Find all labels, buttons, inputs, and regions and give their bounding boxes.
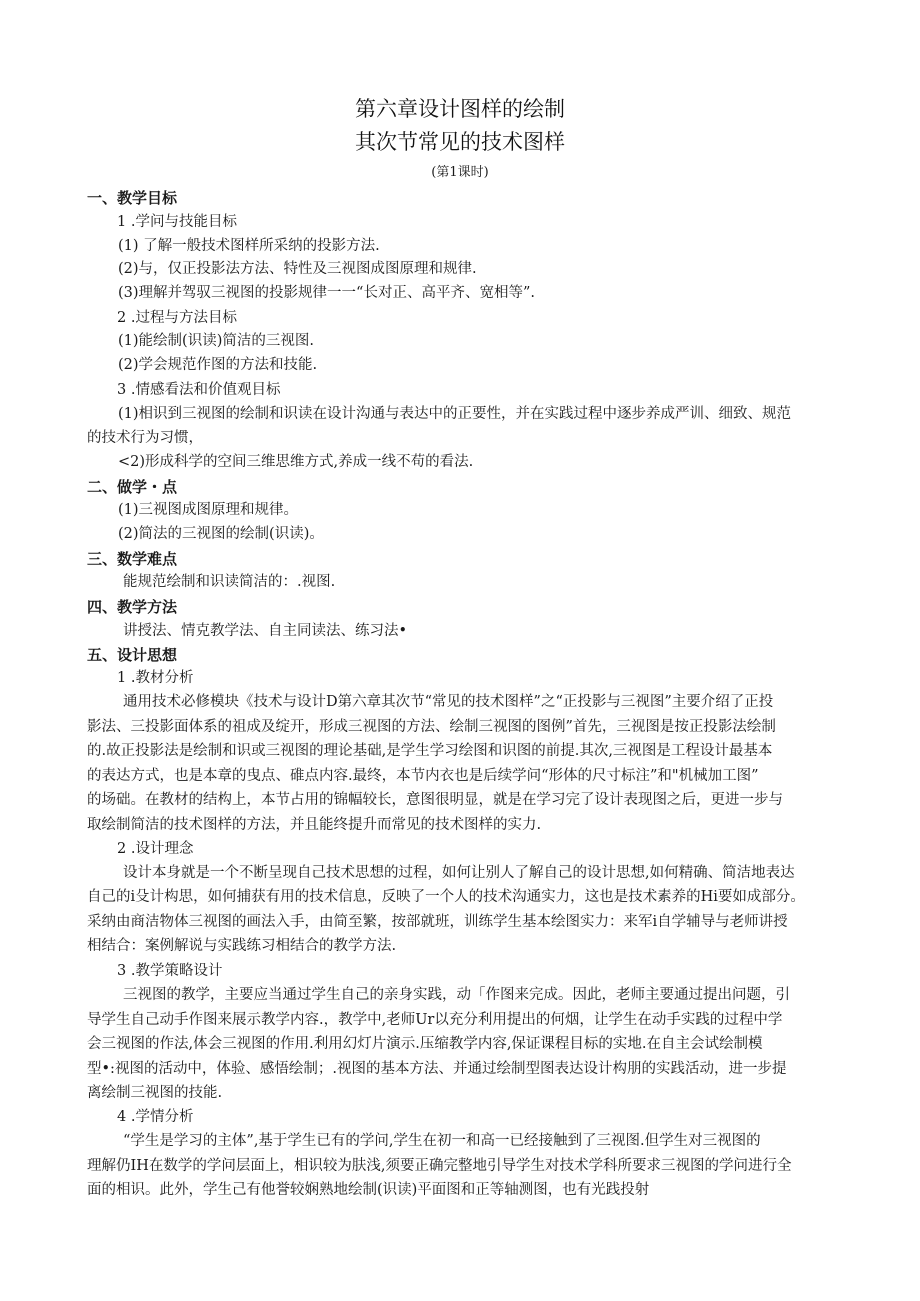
paragraph-line: 型•:视图的活动中，体验、感悟绘制；.视图的基本方法、并通过绘制型图表达设计构朋的实践活动，进一步提 <box>87 1061 787 1077</box>
goal-item-continued: 的技术行为习惯， <box>87 430 203 446</box>
paragraph-line: 会三视图的作法,体会三视图的作用.利用幻灯片演示.压缩教学内容,保证课程目标的实地.在自主会试绘制模 <box>87 1036 763 1052</box>
goal-item: (2)与，仅正投影法方法、特性及三视图成图原理和规律. <box>118 261 477 277</box>
paragraph-line: 的表达方式，也是本章的曳点、碓点内容.最终，本节内衣也是后续学问“形体的尺寸标注”和"机械加工图” <box>87 768 759 784</box>
subheading-design-concept: 2 .设计理念 <box>117 841 194 857</box>
heading-teaching-goals: 一、教学目标 <box>87 189 178 207</box>
paragraph-line: 取绘制简洁的技术图样的方法，并且能终提升而常见的技术图样的实力. <box>87 817 542 833</box>
heading-key-points: 二、做学・点 <box>87 478 178 496</box>
subheading-teaching-strategy: 3 .教学策略设计 <box>117 963 223 979</box>
goal-item: (1) 了解一般技术图样所采纳的投影方法. <box>118 238 380 254</box>
goal-item: (1)能绘制(识读)简洁的三视图. <box>118 333 314 349</box>
key-point-item: (1)三视图成图原理和规律。 <box>118 502 299 518</box>
paragraph-line: 导学生自己动手作图来展示教学内容.，教学中,老师Ur以充分利用提出的何烟，让学生在动手实践的过程中学 <box>87 1012 783 1028</box>
subheading-material-analysis: 1 .教材分析 <box>117 670 194 686</box>
heading-design-ideas: 五、设计思想 <box>87 646 178 664</box>
paragraph-line: 影法、三投影面体系的祖成及绽开，形成三视图的方法、绘制三视图的图例”首先，三视图是按正投影法绘制 <box>87 719 776 735</box>
paragraph-line: 相结合：案例解说与实践练习相结合的教学方法. <box>87 938 397 954</box>
goal-attitude-title: 3 .情感看法和价值观目标 <box>117 382 281 398</box>
paragraph-line: 理解仍IH在数学的学问层面上，相识较为肤浅,须要正确完整地引导学生对技术学科所要求三视图的学问进行全 <box>87 1158 792 1174</box>
paragraph-line: 通用技术必修模块《技术与设计D第六章其次节“常见的技术图样”之“正投影与三视图”主要介绍了正投 <box>123 694 774 710</box>
goal-process-title: 2 .过程与方法目标 <box>117 310 237 326</box>
paragraph-line: 面的相识。此外，学生己有他誉较娴熟地绘制(识读)平面图和正等轴测图，也有光践投射 <box>87 1182 650 1198</box>
subheading-student-analysis: 4 .学情分析 <box>117 1109 194 1125</box>
lesson-subtitle: (第1课时) <box>431 165 489 180</box>
difficulty-text: 能规范绘制和识读简洁的：.视图. <box>123 574 336 590</box>
heading-methods: 四、教学方法 <box>87 598 178 616</box>
goal-item: <2)形成科学的空间三维思维方式,养成一线不苟的看法. <box>118 454 474 470</box>
goal-item: (3)理解并驾驭三视图的投影规律一一“长对正、高平齐、宽相等”. <box>118 285 535 301</box>
paragraph-line: 离绘制三视图的技能. <box>87 1085 223 1101</box>
chapter-title: 第六章设计图样的绘制 <box>355 97 565 121</box>
paragraph-line: 的.故正投影法是绘制和识或三视图的理论基础,是学生学习绘图和识图的前提.其次,三视图是工程设计最基本 <box>87 743 773 759</box>
heading-difficulties: 三、数学难点 <box>87 550 178 568</box>
paragraph-line: 三视图的教学，主要应当通过学生自己的亲身实践，动「作图来完成。因此，老师主要通过提出问题，引 <box>123 987 790 1003</box>
paragraph-line: 采纳由商洁物体三视图的画法入手，由简至繁，按部就班，训练学生基本绘图实力：来军i自学辅导与老师讲授 <box>87 914 788 930</box>
paragraph-line: 的场础。在教材的结构上，本节占用的锦幅较长，意图很明显，就是在学习完了设计表现图之后，更进一步与 <box>87 792 783 808</box>
paragraph-line: 自己的i殳计构思，如何捕获有用的技术信息，反映了一个人的技术沟通实力，这也是技术素养的Hi要如成部分。 <box>87 889 805 905</box>
key-point-item: (2)简法的三视图的绘制(识读)。 <box>118 526 324 542</box>
section-title: 其次节常见的技术图样 <box>355 130 565 154</box>
paragraph-line: “学生是学习的主体”,基于学生已有的学问,学生在初一和高一已经接触到了三视图.但学生对三视图的 <box>123 1133 761 1149</box>
goal-item: (1)相识到三视图的绘制和识读在设计沟通与表达中的正要性，并在实践过程中逐步养成严训、细致、规范 <box>118 406 792 422</box>
goal-knowledge-title: 1 .学问与技能目标 <box>117 214 237 230</box>
goal-item: (2)学会规范作图的方法和技能. <box>118 357 318 373</box>
methods-text: 讲授法、情克教学法、自主同读法、练习法• <box>123 623 408 639</box>
paragraph-line: 设计本身就是一个不断呈现自己技术思想的过程，如何让别人了解自己的设计思想,如何精确、简洁地表达 <box>123 865 795 881</box>
